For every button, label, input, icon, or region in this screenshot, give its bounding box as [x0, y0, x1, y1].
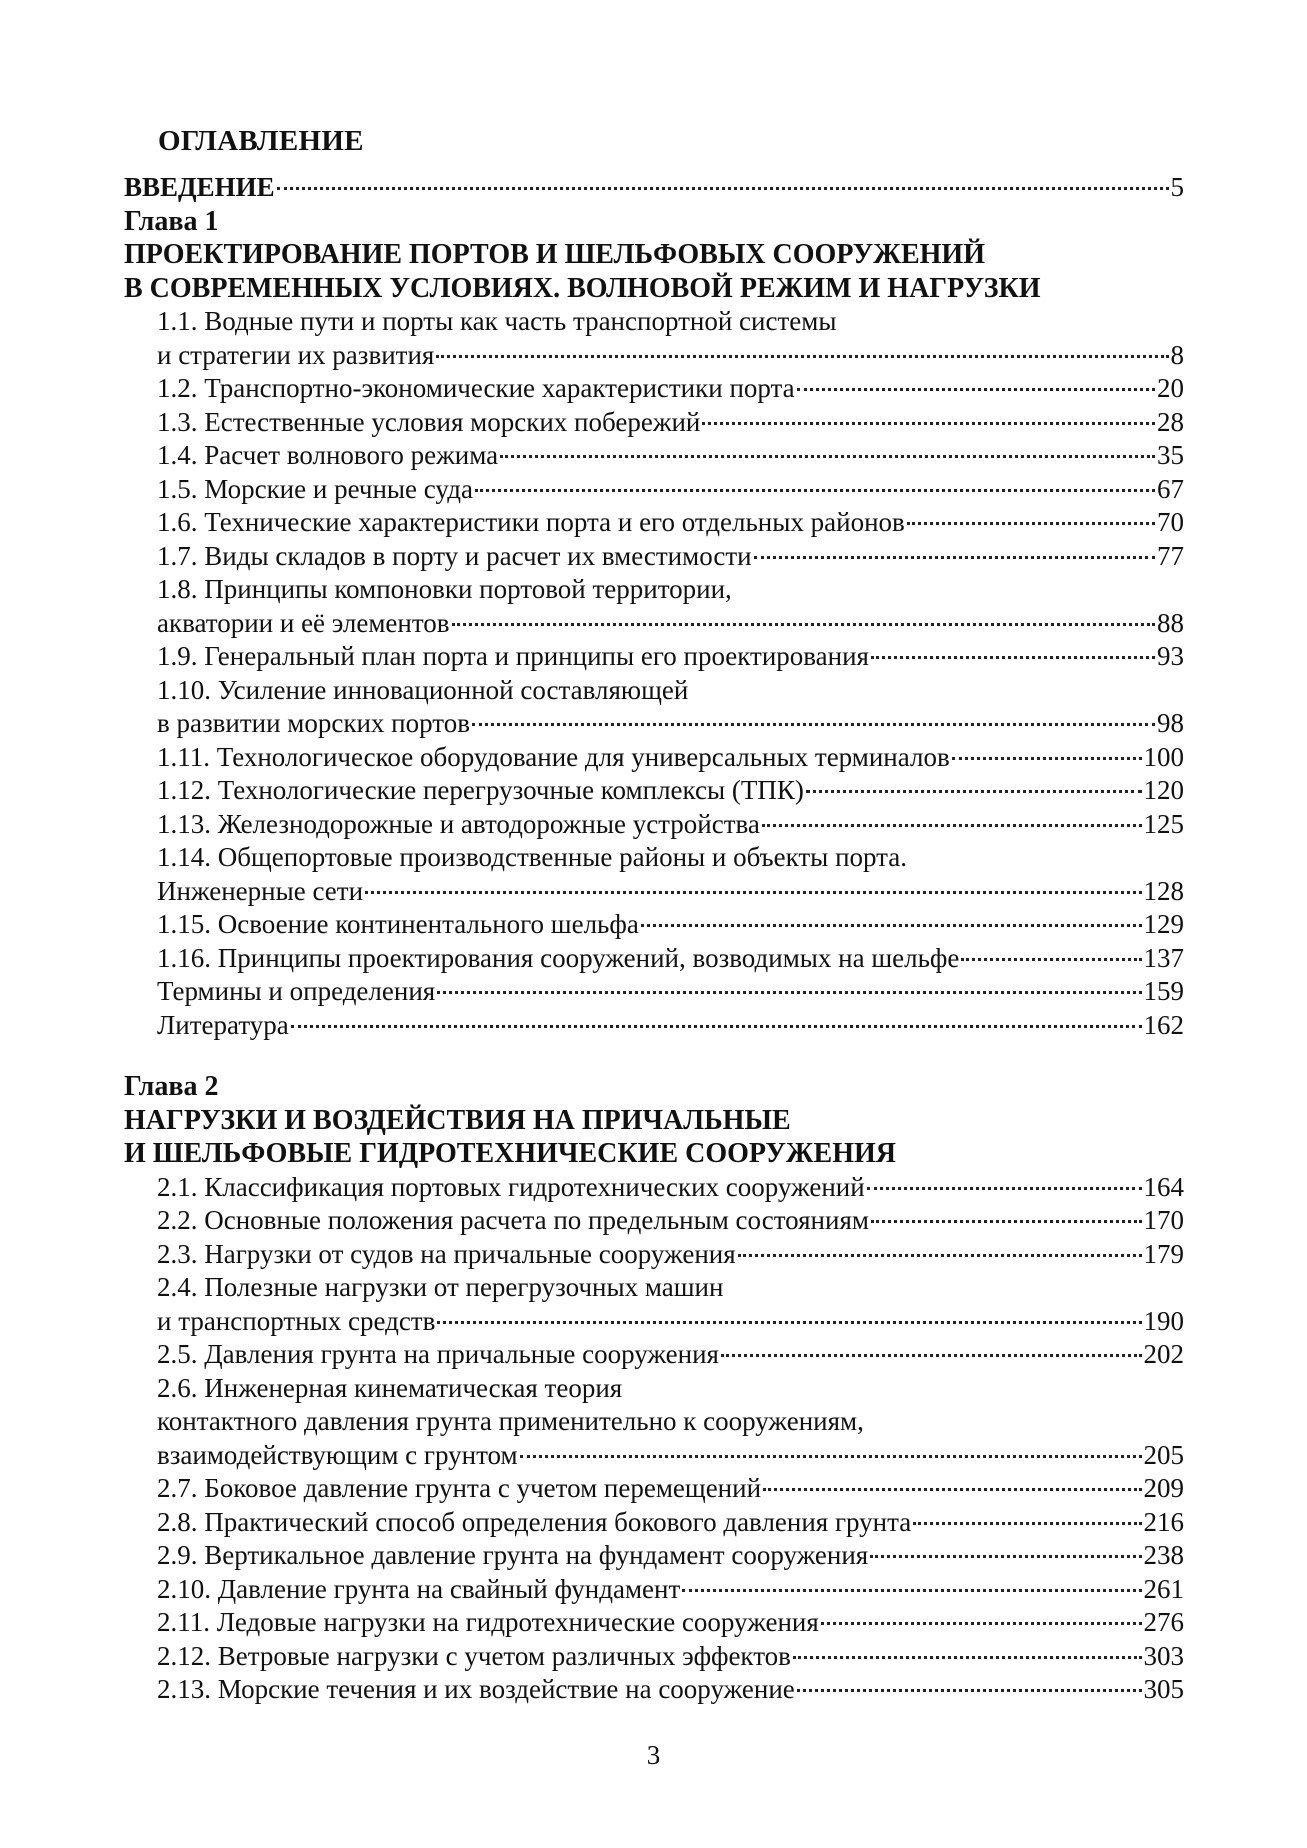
- toc-entry-page: 238: [1143, 1540, 1184, 1570]
- toc-entry-page: 164: [1143, 1171, 1184, 1202]
- toc-entry-title: 2.13. Морские течения и их воздействие на сооружение: [157, 1674, 795, 1704]
- toc-entry-title: Термины и определения: [157, 976, 436, 1006]
- toc-entry-title: 2.12. Ветровые нагрузки с учетом различных эффектов: [157, 1640, 791, 1671]
- toc-entry-title: 2.11. Ледовые нагрузки на гидротехнические сооружения: [157, 1607, 819, 1637]
- dot-leader: [641, 921, 1142, 927]
- toc-entry-page: 137: [1143, 942, 1184, 973]
- toc-entry[interactable]: [124, 1009, 1184, 1043]
- dot-leader: [871, 653, 1155, 659]
- toc-entry-title: 1.13. Железнодорожные и автодорожные устройства: [157, 808, 760, 839]
- toc-entry-page: 35: [1157, 440, 1184, 470]
- toc-entry-title-line: 1.1. Водные пути и порты как часть транспортной системы: [157, 306, 837, 336]
- toc-entry-title: в развитии морских портов: [157, 708, 470, 738]
- toc-entry[interactable]: [124, 1573, 1184, 1607]
- toc-entry-title-line: 2.6. Инженерная кинематическая теория: [157, 1372, 623, 1403]
- toc-entry-title-line: контактного давления грунта применительно к сооружениям,: [157, 1406, 864, 1436]
- toc-entry-page: 170: [1143, 1205, 1184, 1235]
- toc-entry-page: 261: [1143, 1573, 1184, 1604]
- toc-entry-title: 2.8. Практический способ определения бокового давления грунта: [157, 1506, 912, 1537]
- toc-entry-page: 77: [1157, 540, 1184, 571]
- dot-leader: [452, 620, 1155, 626]
- toc-entry-page: 98: [1157, 708, 1184, 738]
- toc-entry[interactable]: [124, 573, 1184, 640]
- dot-leader: [754, 553, 1155, 559]
- toc-entry-page: 129: [1143, 909, 1184, 939]
- chapter-title-line: НАГРУЗКИ И ВОЗДЕЙСТВИЯ НА ПРИЧАЛЬНЫЕ: [124, 1104, 791, 1136]
- toc-entry-page: 100: [1143, 741, 1184, 772]
- toc-entry-title: Инженерные сети: [157, 875, 364, 906]
- dot-leader: [475, 486, 1155, 492]
- toc-entry[interactable]: [124, 741, 1184, 775]
- toc-entry-page: 303: [1143, 1640, 1184, 1671]
- chapter-1-entries: [124, 305, 1184, 1042]
- toc-entry-title: и транспортных средств: [157, 1305, 436, 1336]
- toc-entry[interactable]: [124, 1372, 1184, 1473]
- dot-leader: [702, 419, 1155, 425]
- toc-entry-title: 1.12. Технологические перегрузочные комплексы (ТПК): [157, 775, 804, 805]
- toc-entry-page: 20: [1157, 373, 1184, 403]
- toc-entry-page: 159: [1143, 976, 1184, 1006]
- chapter-label: Глава 2: [124, 1071, 219, 1102]
- toc-entry-title-line: 2.4. Полезные нагрузки от перегрузочных машин: [157, 1272, 724, 1302]
- toc-entry-title: 1.6. Технические характеристики порта и его отдельных районов: [157, 507, 905, 537]
- dot-leader: [437, 1318, 1141, 1324]
- toc-entry-title: Литература: [157, 1009, 289, 1040]
- toc-entry[interactable]: [124, 774, 1184, 808]
- toc-entry-page: 93: [1157, 641, 1184, 671]
- dot-leader: [821, 1619, 1142, 1625]
- dot-leader: [793, 1653, 1142, 1659]
- toc-entry-title-line: 1.8. Принципы компоновки портовой территории,: [157, 574, 732, 604]
- dot-leader: [806, 787, 1142, 793]
- toc-entry-page: 8: [1170, 339, 1184, 370]
- toc-entry[interactable]: [124, 1673, 1184, 1707]
- toc-entry-title-line: 1.14. Общепортовые производственные районы и объекты порта.: [157, 842, 908, 872]
- toc-entry-title: 2.3. Нагрузки от судов на причальные сооружения: [157, 1238, 736, 1269]
- dot-leader: [961, 955, 1141, 961]
- toc-entry[interactable]: [124, 540, 1184, 574]
- toc-entry[interactable]: [124, 1271, 1184, 1338]
- toc-entry-title: 1.5. Морские и речные суда: [157, 473, 473, 504]
- toc-entry-page: 202: [1143, 1339, 1184, 1369]
- dot-leader: [437, 988, 1141, 994]
- toc-entry-title: и стратегии их развития: [157, 339, 435, 370]
- toc-entry[interactable]: [124, 1606, 1184, 1640]
- chapter-1-heading: [124, 205, 1184, 306]
- toc-entry-page: 205: [1143, 1439, 1184, 1470]
- toc-entry-page: 88: [1157, 607, 1184, 638]
- dot-leader: [763, 1485, 1141, 1491]
- toc-entry-title: 2.1. Классификация портовых гидротехнических сооружений: [157, 1171, 865, 1202]
- section-gap: [124, 1042, 1184, 1070]
- toc-entry-page: 128: [1143, 875, 1184, 906]
- toc-entry-page: 179: [1143, 1238, 1184, 1269]
- toc-entry-title: 2.10. Давление грунта на свайный фундамент: [157, 1573, 681, 1604]
- chapter-title-line: В СОВРЕМЕННЫХ УСЛОВИЯХ. ВОЛНОВОЙ РЕЖИМ И НАГРУЗКИ: [124, 272, 1041, 304]
- toc-entry-title: 1.3. Естественные условия морских побережий: [157, 406, 701, 437]
- toc-title: ОГЛАВЛЕНИЕ: [158, 125, 364, 157]
- toc-entry[interactable]: [124, 908, 1184, 942]
- toc-entry-title-line: 1.10. Усиление инновационной составляющей: [157, 674, 689, 705]
- toc-entry[interactable]: [124, 406, 1184, 440]
- toc-entry-title: 1.2. Транспортно-экономические характеристики порта: [157, 373, 795, 403]
- toc-entry[interactable]: [124, 1539, 1184, 1573]
- toc-entry-page: 190: [1143, 1305, 1184, 1336]
- toc-entry[interactable]: [124, 841, 1184, 908]
- dot-leader: [907, 519, 1155, 525]
- toc-entry-page: 216: [1143, 1506, 1184, 1537]
- toc-entry-title: 1.4. Расчет волнового режима: [157, 440, 499, 470]
- toc-entry[interactable]: [124, 640, 1184, 674]
- page-number: 3: [646, 1740, 661, 1770]
- chapter-2-heading: [124, 1070, 1184, 1171]
- toc-entry-page: 125: [1143, 808, 1184, 839]
- toc-entry-title: 1.11. Технологическое оборудование для универсальных терминалов: [157, 741, 950, 772]
- toc-entry[interactable]: [124, 506, 1184, 540]
- dot-leader: [277, 184, 1169, 190]
- toc-entry-title: взаимодействующим с грунтом: [157, 1439, 518, 1470]
- toc-entry-page: 67: [1157, 473, 1184, 504]
- chapter-title-line: И ШЕЛЬФОВЫЕ ГИДРОТЕХНИЧЕСКИЕ СООРУЖЕНИЯ: [124, 1138, 897, 1169]
- toc-entry-title: 2.9. Вертикальное давление грунта на фундамент сооружения: [157, 1540, 869, 1570]
- dot-leader: [797, 385, 1155, 391]
- toc-entry[interactable]: [124, 473, 1184, 507]
- table-of-contents: [124, 171, 1184, 1707]
- dot-leader: [762, 821, 1142, 827]
- toc-entry[interactable]: [124, 1171, 1184, 1205]
- dot-leader: [500, 452, 1155, 458]
- dot-leader: [913, 1519, 1141, 1525]
- dot-leader: [952, 754, 1142, 760]
- dot-leader: [721, 1351, 1142, 1357]
- toc-entry-page: 70: [1157, 507, 1184, 537]
- dot-leader: [520, 1452, 1142, 1458]
- toc-entry[interactable]: [124, 305, 1184, 372]
- toc-entry-title: 1.9. Генеральный план порта и принципы его проектирования: [157, 641, 869, 671]
- dot-leader: [871, 1217, 1142, 1223]
- toc-entry-page: 5: [1170, 172, 1184, 202]
- toc-entry[interactable]: [124, 808, 1184, 842]
- dot-leader: [738, 1251, 1142, 1257]
- toc-entry-page: 120: [1143, 775, 1184, 805]
- toc-entry-intro[interactable]: [124, 171, 1184, 205]
- toc-entry[interactable]: [124, 942, 1184, 976]
- toc-entry-page: 28: [1157, 406, 1184, 437]
- toc-entry[interactable]: [124, 975, 1184, 1009]
- dot-leader: [436, 352, 1168, 358]
- toc-entry-title: 1.15. Освоение континентального шельфа: [157, 909, 639, 939]
- toc-entry-title: 1.16. Принципы проектирования сооружений, возводимых на шельфе: [157, 942, 960, 973]
- toc-entry-title: 2.7. Боковое давление грунта с учетом перемещений: [157, 1473, 762, 1503]
- toc-entry-page: 162: [1143, 1009, 1184, 1040]
- dot-leader: [867, 1184, 1142, 1190]
- toc-entry-page: 209: [1143, 1473, 1184, 1503]
- chapter-label: Глава 1: [124, 205, 219, 237]
- dot-leader: [472, 720, 1155, 726]
- toc-entry[interactable]: [124, 1506, 1184, 1540]
- dot-leader: [365, 888, 1141, 894]
- toc-entry-page: 276: [1143, 1607, 1184, 1637]
- dot-leader: [291, 1022, 1142, 1028]
- dot-leader: [797, 1686, 1142, 1692]
- toc-entry[interactable]: [124, 1204, 1184, 1238]
- toc-entry-title: акватории и её элементов: [157, 607, 450, 638]
- chapter-2-entries: [124, 1171, 1184, 1707]
- dot-leader: [870, 1552, 1141, 1558]
- toc-entry-title: 2.5. Давления грунта на причальные сооружения: [157, 1339, 719, 1369]
- toc-entry[interactable]: [124, 439, 1184, 473]
- toc-entry-page: 305: [1143, 1674, 1184, 1704]
- toc-entry[interactable]: [124, 372, 1184, 406]
- toc-entry-title: 2.2. Основные положения расчета по предельным состояниям: [157, 1205, 869, 1235]
- toc-entry[interactable]: [124, 674, 1184, 741]
- toc-entry-title: ВВЕДЕНИЕ: [124, 172, 275, 202]
- toc-entry[interactable]: [124, 1338, 1184, 1372]
- dot-leader: [682, 1586, 1141, 1592]
- toc-entry-title: 1.7. Виды складов в порту и расчет их вместимости: [157, 540, 752, 571]
- toc-entry[interactable]: [124, 1472, 1184, 1506]
- toc-entry[interactable]: [124, 1640, 1184, 1674]
- toc-entry[interactable]: [124, 1238, 1184, 1272]
- chapter-title-line: ПРОЕКТИРОВАНИЕ ПОРТОВ И ШЕЛЬФОВЫХ СООРУЖЕНИЙ: [124, 239, 985, 270]
